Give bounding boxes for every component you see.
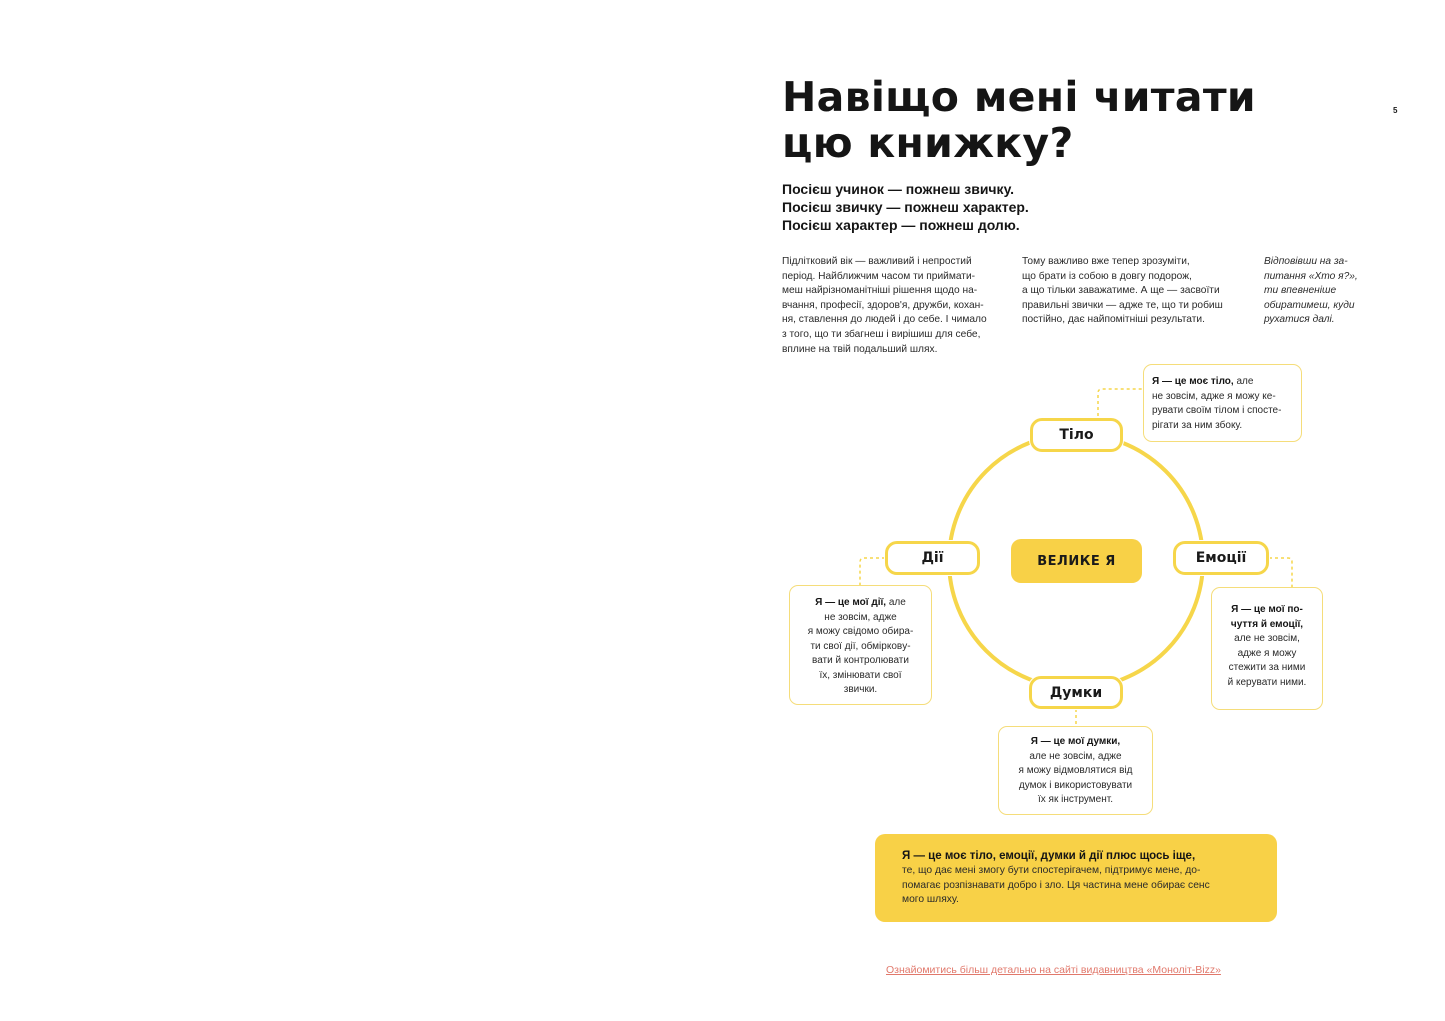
paragraph-line: постійно, дає найпомітніші результати. [1022,314,1205,326]
note-line: але не зовсім, адже [1029,750,1122,762]
note-line [794,596,927,611]
paragraph-line: з того, що ти збагнеш і вирішиш для себе, [782,328,981,340]
paragraph-line: період. Найближчим часом ти приймати- [782,270,976,282]
note-line: рігати за ним збоку. [1152,419,1243,431]
paragraph-line: що брати із собою в довгу подорож, [1022,270,1192,282]
paragraph-line: ти впевненіше [1264,285,1337,297]
summary-line: те, що дає мені змогу бути спостерігачем, підтримує мене, до- [902,865,1201,876]
paragraph-line: Тому важливо вже тепер зрозуміти, [1022,256,1190,267]
paragraph-line: а що тільки заважатиме. А ще — засвоїти [1022,285,1220,297]
paragraph-line: Підлітковий вік — важливий і непростий [782,256,972,267]
node-center-big-self: ВЕЛИКЕ Я [1011,539,1142,583]
page-number: 5 [1393,106,1398,115]
note-line: звички. [843,684,878,695]
note-line: вати й контролювати [812,655,909,666]
note-line: їх як інструмент. [1038,794,1113,805]
note-emotions [1211,587,1323,710]
note-line: адже я можу [1237,647,1297,659]
note-line [1003,735,1148,750]
note-text: але [886,597,906,608]
publisher-link[interactable]: Ознайомитись більш детально на сайті видавництва «Моноліт-Bizz» [886,964,1221,976]
note-line [1216,618,1318,633]
epigraph-line: Посієш учинок — пожнеш звичку. [782,181,1015,197]
heading-line-1: Навіщо мені читати [782,73,1256,121]
summary-lead: Я — це моє тіло, емоції, думки й дії плюс щось іще, [902,850,1196,862]
connector-emotions [1269,558,1292,587]
paragraph-line: правильні звички — адже те, що ти робиш [1022,299,1223,311]
paragraph-line: Відповівши на за- [1264,256,1348,267]
note-bold: чуття й емоції, [1230,618,1304,630]
note-text: але [1233,376,1254,387]
note-line: й керувати ними. [1227,676,1307,688]
note-line [1152,375,1293,390]
note-bold: Я — це моє тіло, [1152,376,1234,387]
note-line: стежити за ними [1228,662,1306,673]
note-line: я можу відмовлятися від [1018,765,1133,776]
paragraph-line: питання «Хто я?», [1264,270,1358,282]
summary-line: помагає розпізнавати добро і зло. Ця частина мене обирає сенс [902,879,1210,891]
paragraph-line: вплине на твій подальший шлях. [782,343,938,355]
node-actions: Дії [885,541,980,575]
note-line: ти свої дії, обмірковy- [810,640,911,652]
connector-body [1098,389,1143,416]
connector-actions [860,558,885,585]
note-thoughts [998,726,1153,815]
epigraph-line: Посієш характер — пожнеш долю. [782,217,1020,233]
note-bold: Я — це мої дії, [815,597,887,608]
node-body: Тіло [1030,418,1123,452]
note-bold: Я — це мої думки, [1030,736,1121,747]
note-line: рувати своїм тілом і спосте- [1152,405,1282,416]
note-bold: Я — це мої по- [1231,604,1303,615]
summary-box [875,834,1277,922]
paragraph-line: ня, ставлення до людей і до себе. І чимало [782,314,987,326]
epigraph-line: Посієш звичку — пожнеш характер. [782,199,1029,215]
node-thoughts: Думки [1029,676,1123,709]
note-line: я можу свідомо обира- [807,626,914,637]
note-line: їх, змінювати свої [819,669,902,681]
note-line [1216,603,1318,618]
note-line: не зовсім, адже я можу ке- [1152,390,1276,402]
note-line: але не зовсім, [1234,633,1300,644]
note-line: думок і використовувати [1018,779,1133,791]
heading-line-2: цю книжку? [782,119,1074,167]
summary-line: мого шляху. [902,894,959,906]
paragraph-line: рухатися далі. [1264,314,1335,326]
note-actions [789,585,932,705]
paragraph-line: обиратимеш, куди [1264,299,1355,311]
paragraph-line: меш найрізноманітніші рішення щодо на- [782,285,978,297]
node-emotions: Емоції [1173,541,1269,575]
note-body [1143,364,1302,442]
note-line: не зовсім, адже [824,611,897,623]
paragraph-line: вчання, професії, здоров'я, дружби, кохан- [782,299,984,311]
